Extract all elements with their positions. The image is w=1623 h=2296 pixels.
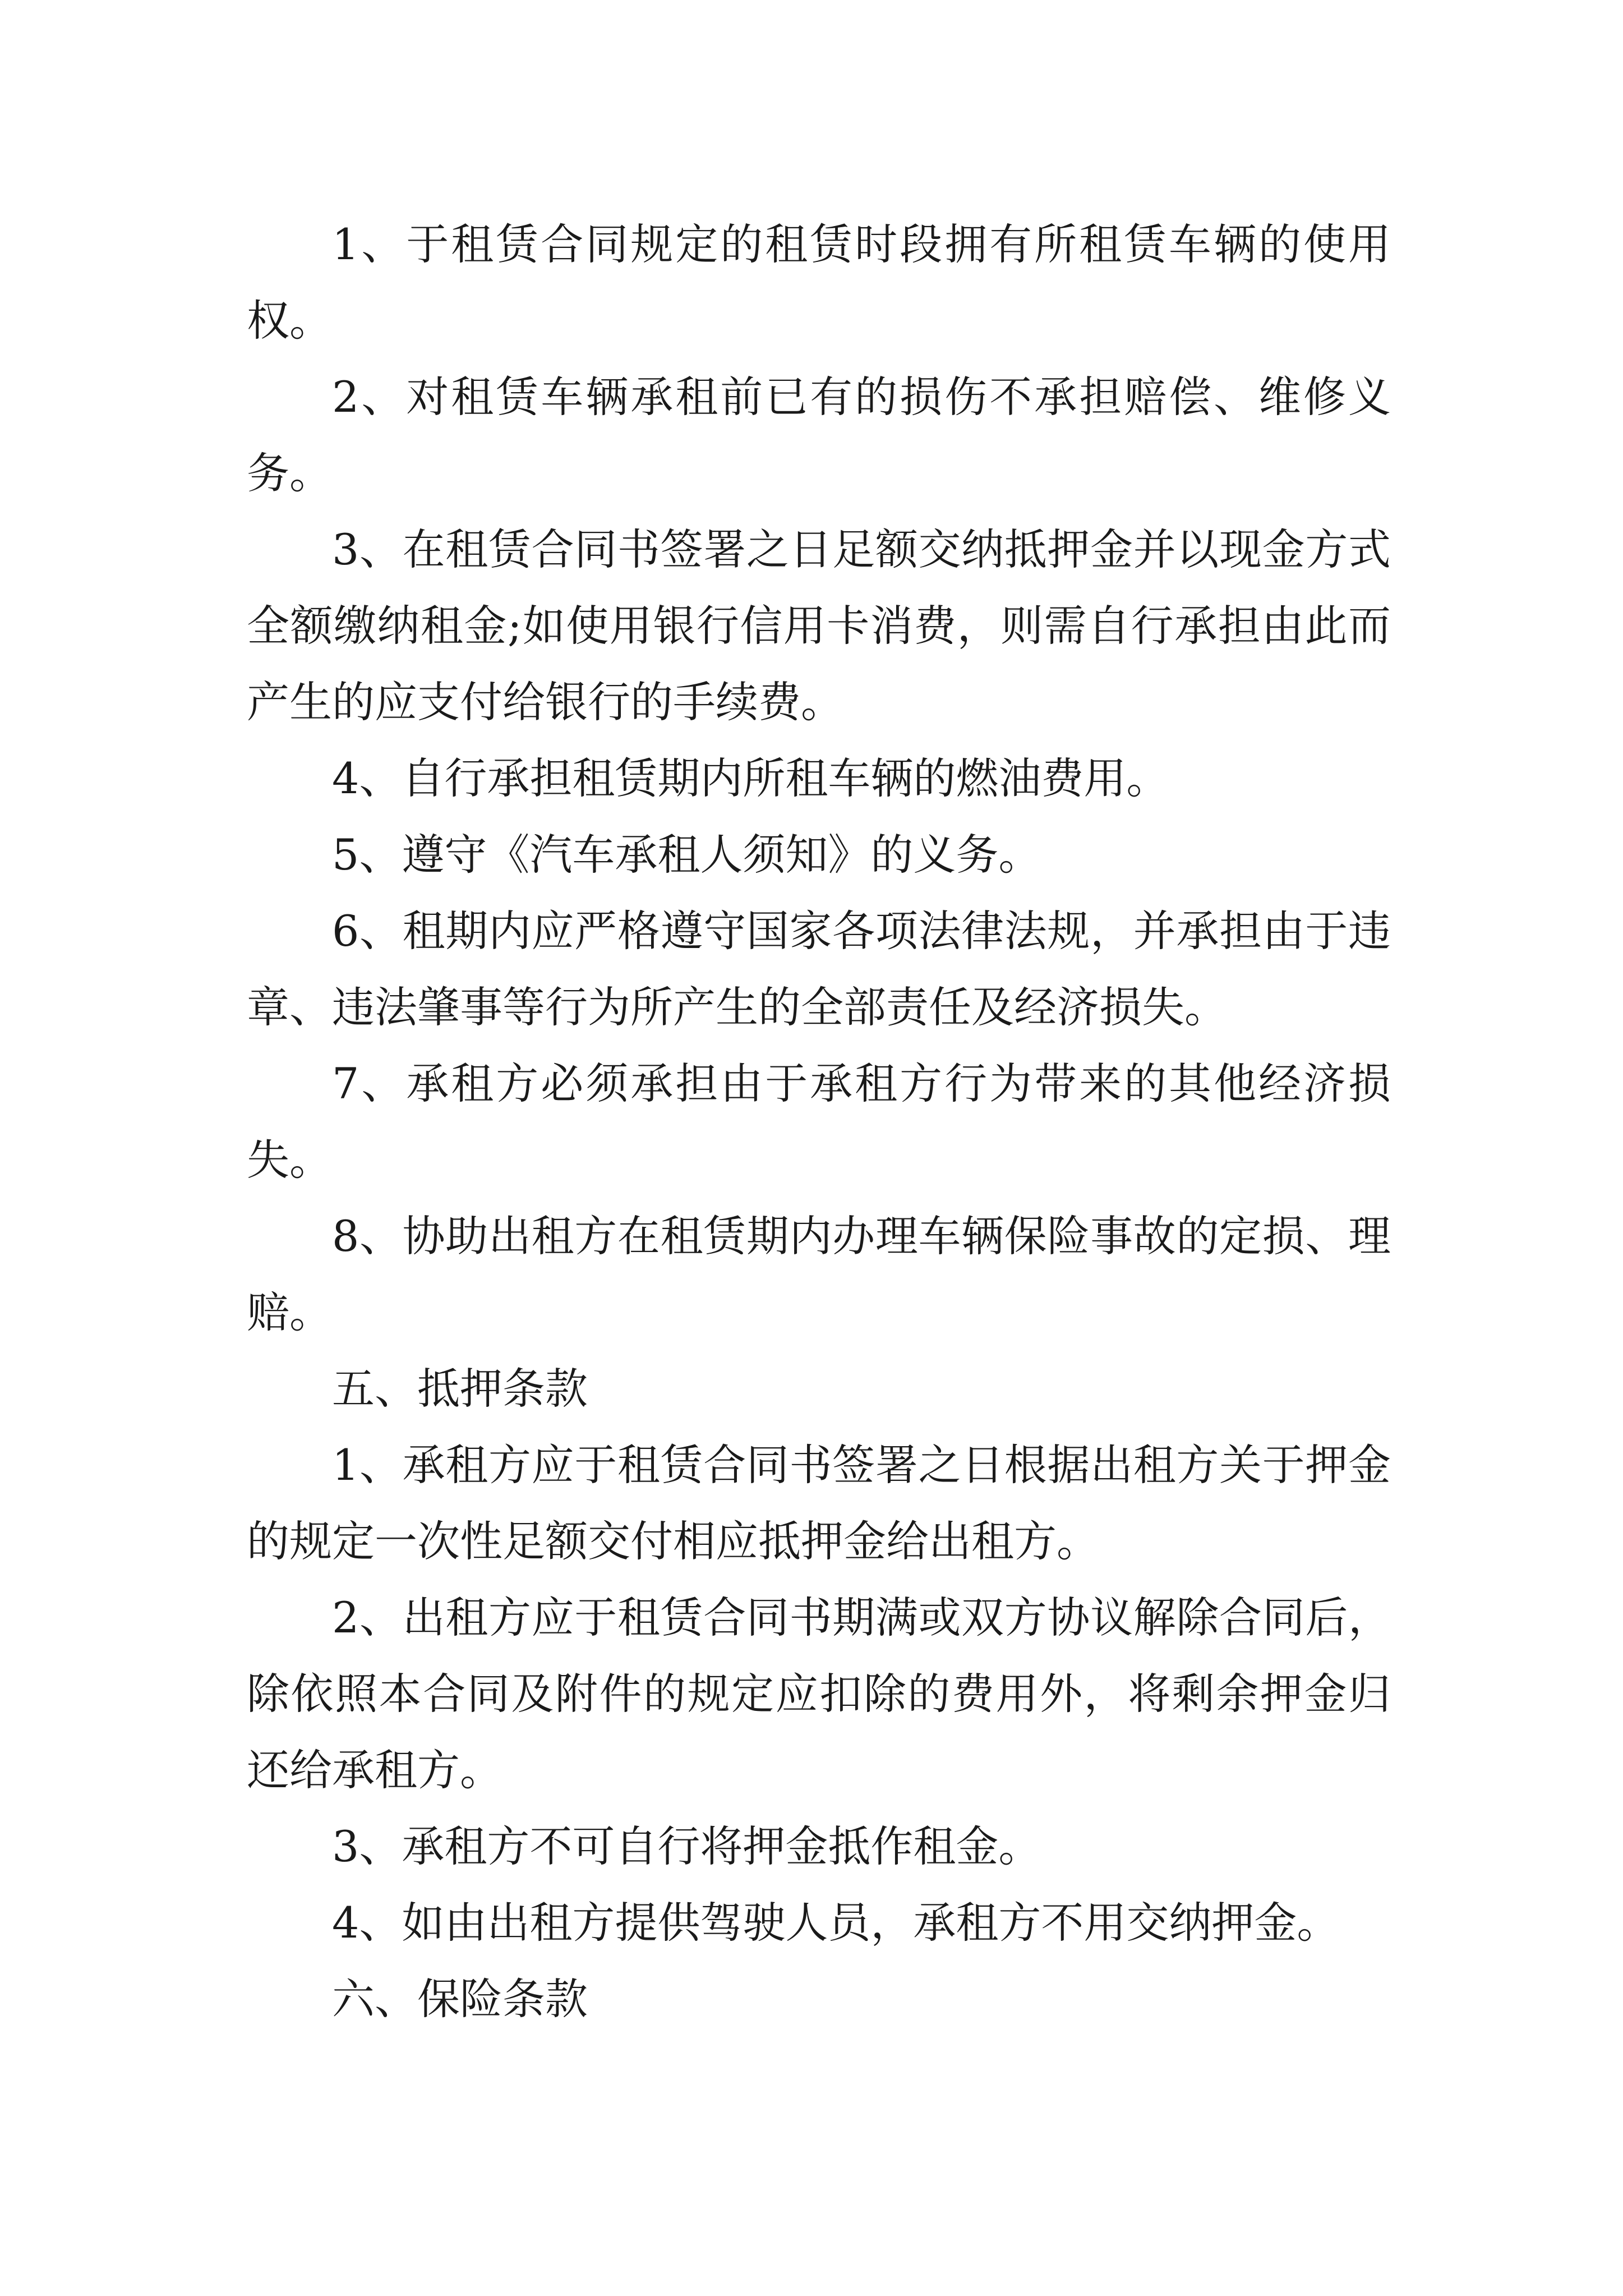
clause-4-fuel-cost: 4、自行承担租赁期内所租车辆的燃油费用。 (332, 753, 1169, 803)
mortgage-clause-1: 1、承租方应于租赁合同书签署之日根据出租方关于押金的规定一次性足额交付相应抵押金给出租方。 (247, 1440, 1391, 1566)
clause-3-deposit-payment: 3、在租赁合同书签署之日足额交纳抵押金并以现金方式全额缴纳租金;如使用银行信用卡消费，则需自行承担由此而产生的应支付给银行的手续费。 (247, 524, 1391, 727)
clause-7-economic-loss: 7、承租方必须承担由于承租方行为带来的其他经济损失。 (247, 1059, 1391, 1185)
section-heading-mortgage: 五、抵押条款 (332, 1364, 588, 1414)
section-heading-insurance: 六、保险条款 (332, 1974, 588, 2024)
mortgage-clause-4: 4、如由出租方提供驾驶人员，承租方不用交纳押金。 (332, 1898, 1340, 1948)
mortgage-clause-2: 2、出租方应于租赁合同书期满或双方协议解除合同后，除依照本合同及附件的规定应扣除的费用外，将剩余押金归还给承租方。 (247, 1593, 1391, 1795)
clause-6-legal-compliance: 6、租期内应严格遵守国家各项法律法规，并承担由于违章、违法肇事等行为所产生的全部责任及经济损失。 (247, 906, 1391, 1032)
mortgage-clause-3: 3、承租方不可自行将押金抵作租金。 (332, 1821, 1041, 1871)
document-body (247, 206, 1391, 2037)
clause-5-renter-notice: 5、遵守《汽车承租人须知》的义务。 (332, 830, 1041, 880)
clause-1-usage-right: 1、于租赁合同规定的租赁时段拥有所租赁车辆的使用权。 (247, 219, 1391, 346)
clause-2-prior-damage: 2、对租赁车辆承租前已有的损伤不承担赔偿、维修义务。 (247, 372, 1391, 498)
clause-8-insurance-claims: 8、协助出租方在租赁期内办理车辆保险事故的定损、理赔。 (247, 1211, 1391, 1337)
